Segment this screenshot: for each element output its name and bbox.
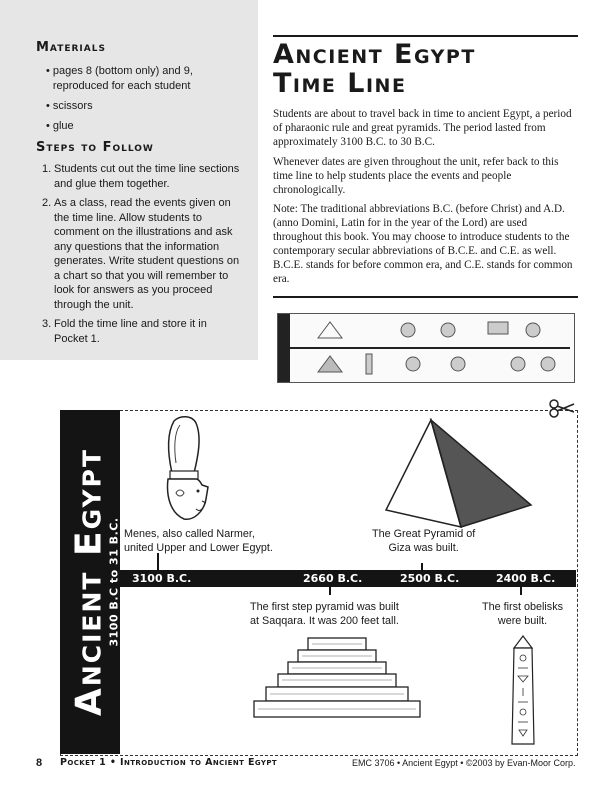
timeline-band-title: Ancient Egypt <box>68 447 110 717</box>
materials-list <box>46 64 233 139</box>
dates-paragraph: Whenever dates are given throughout the unit, refer back to this time line to help students place the events and people chronologically. <box>273 156 559 196</box>
materials-item: • glue <box>46 120 74 132</box>
timeline-date: 2500 B.C. <box>400 572 460 585</box>
timeline-band-subtitle: 3100 B.C to 31 B.C. <box>107 517 121 647</box>
scissors-icon <box>548 398 578 418</box>
page-number: 8 <box>36 757 43 769</box>
obelisk-illustration <box>508 636 538 748</box>
timeline-date: 2660 B.C. <box>303 572 363 585</box>
great-pyramid-illustration <box>386 415 536 535</box>
event-marker <box>520 587 522 595</box>
page-title: Ancient Egypt Time Line <box>273 39 476 99</box>
materials-item: • scissors <box>46 100 93 112</box>
steps-list <box>42 162 248 351</box>
timeline-date: 2400 B.C. <box>496 572 556 585</box>
copyright-credit: EMC 3706 • Ancient Egypt • ©2003 by Evan-Moor Corp. <box>352 758 576 768</box>
intro-paragraph: Students are about to travel back in time to ancient Egypt, a period of pharaonic rule and great pyramids. The period lasted from approximately 3100 B.C. to 30 B.C. <box>273 108 572 148</box>
section-label: Pocket 1 • Introduction to Ancient Egypt <box>60 757 278 768</box>
materials-heading: Materials <box>36 40 106 55</box>
pharaoh-head-illustration <box>150 415 220 525</box>
timeline-date: 3100 B.C. <box>132 572 192 585</box>
event-marker <box>157 553 159 571</box>
step-item: 2. As a class, read the events given on the time line. Allow students to comment on the illustrations and ask any questions that the information generates. Write student questions on a chart so that you will remember to look for answers as you proceed through the unit. <box>42 197 240 311</box>
step-item: 1. Students cut out the time line sections and glue them together. <box>42 163 240 190</box>
materials-item: • pages 8 (bottom only) and 9, reproduced for each student <box>46 65 193 92</box>
event-obelisks: The first obelisks were built. <box>482 601 564 627</box>
abbreviations-note: Note: The traditional abbreviations B.C. (before Christ) and A.D. (anno Domini, Latin for in the year of the Lord) are used throughout this book. You may choose to introduce students to the contemporary secular abbreviations of B.C.E. and C.E. as well. B.C.E. stands for before common era, and C.E. stands for common era. <box>273 203 573 285</box>
timeline-thumbnail-image <box>278 314 574 382</box>
title-rule <box>273 35 578 37</box>
section-rule <box>273 296 578 298</box>
event-marker <box>329 587 331 595</box>
step-pyramid-illustration <box>252 634 422 734</box>
step-item: 3. Fold the time line and store it in Pocket 1. <box>42 318 207 345</box>
event-menes: Menes, also called Narmer, united Upper and Lower Egypt. <box>124 528 273 554</box>
timeline-thumbnail <box>277 313 575 383</box>
event-great-pyramid: The Great Pyramid of Giza was built. <box>372 528 476 554</box>
event-step-pyramid: The first step pyramid was built at Saqqara. It was 200 feet tall. <box>250 601 399 627</box>
steps-heading: Steps to Follow <box>36 140 154 155</box>
